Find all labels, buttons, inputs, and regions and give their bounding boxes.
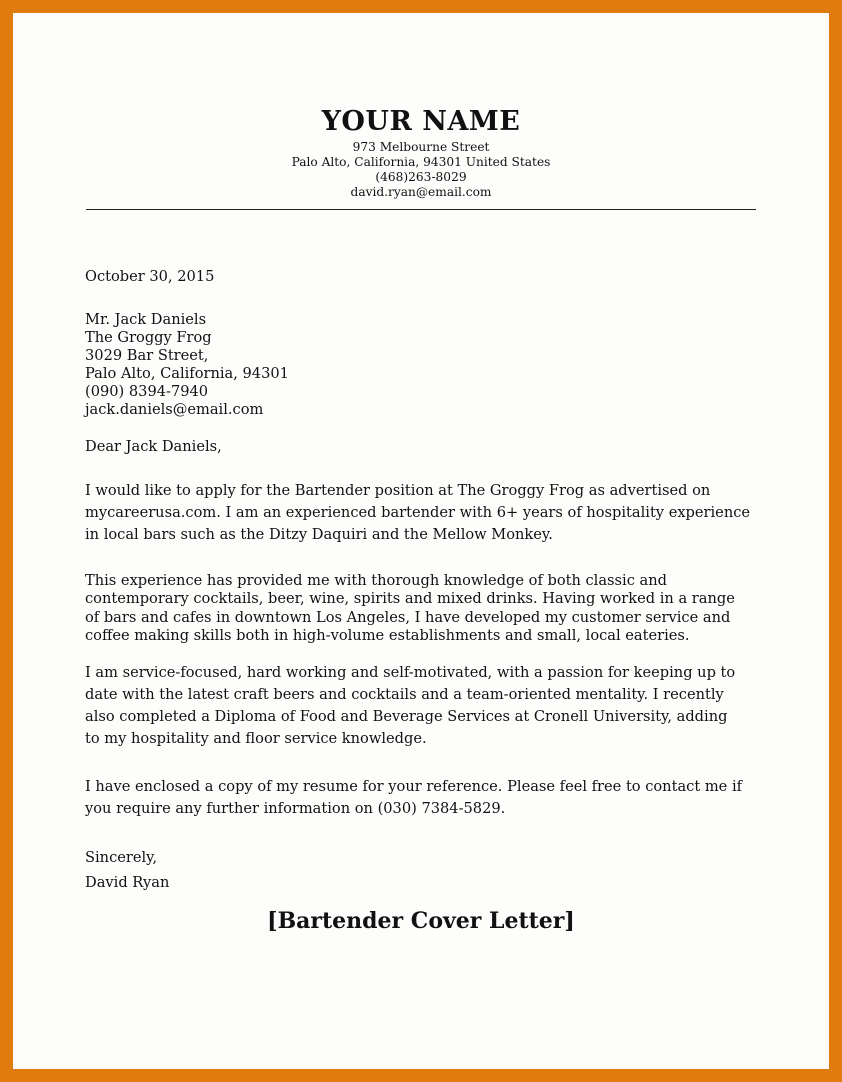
- paragraph-line: This experience has provided me with thorough knowledge of both classic and: [85, 572, 667, 589]
- paragraph-line: to my hospitality and floor service knowledge.: [85, 730, 427, 747]
- paragraph-2: [85, 572, 735, 646]
- paragraph-4: [85, 776, 742, 820]
- salutation: Dear Jack Daniels,: [85, 438, 222, 455]
- paragraph-line: I would like to apply for the Bartender position at The Groggy Frog as advertised on: [85, 482, 711, 499]
- recipient-phone: (090) 8394-7940: [85, 383, 209, 400]
- document-title: [Bartender Cover Letter]: [267, 908, 575, 934]
- recipient-name: Mr. Jack Daniels: [85, 311, 207, 328]
- signature-name: David Ryan: [85, 874, 170, 891]
- paragraph-line: you require any further information on (030) 7384-5829.: [85, 800, 506, 817]
- sender-street: 973 Melbourne Street: [352, 140, 490, 154]
- recipient-city: Palo Alto, California, 94301: [85, 365, 289, 382]
- paragraph-line: contemporary cocktails, beer, wine, spirits and mixed drinks. Having worked in a range: [85, 590, 735, 608]
- paragraph-line: of bars and cafes in downtown Los Angeles, I have developed my customer service and: [85, 608, 731, 626]
- recipient-email: jack.daniels@email.com: [85, 401, 264, 418]
- paragraph-3: [85, 662, 735, 750]
- paragraph-line: date with the latest craft beers and cocktails and a team-oriented mentality. I recently: [85, 686, 724, 703]
- sender-email: david.ryan@email.com: [350, 185, 492, 199]
- paragraph-line: in local bars such as the Ditzy Daquiri and the Mellow Monkey.: [85, 526, 553, 543]
- sender-city: Palo Alto, California, 94301 United States: [291, 155, 551, 169]
- recipient-street: 3029 Bar Street,: [85, 347, 209, 364]
- paragraph-line: I am service-focused, hard working and self-motivated, with a passion for keeping up to: [85, 664, 736, 681]
- recipient-company: The Groggy Frog: [85, 329, 212, 346]
- sender-name: YOUR NAME: [321, 106, 521, 137]
- paragraph-line: I have enclosed a copy of my resume for your reference. Please feel free to contact me if: [85, 778, 743, 795]
- sender-phone: (468)263-8029: [375, 170, 467, 184]
- paragraph-line: also completed a Diploma of Food and Beverage Services at Cronell University, adding: [85, 708, 728, 725]
- letter-date: October 30, 2015: [85, 268, 215, 285]
- paragraph-line: mycareerusa.com. I am an experienced bartender with 6+ years of hospitality experience: [85, 504, 751, 521]
- closing: Sincerely,: [85, 849, 158, 866]
- paragraph-line: coffee making skills both in high-volume establishments and small, local eateries.: [85, 627, 690, 645]
- header-divider: [86, 209, 756, 210]
- paragraph-1: [85, 480, 750, 546]
